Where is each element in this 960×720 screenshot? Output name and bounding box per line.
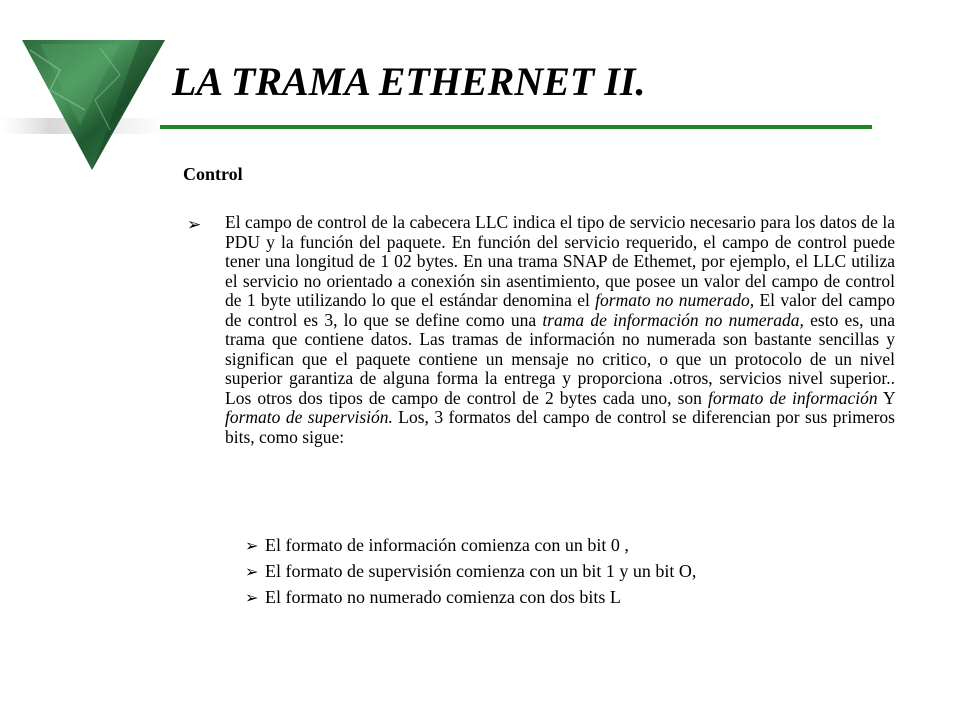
arrowhead-bullet-icon: ➢ xyxy=(245,538,259,555)
list-item xyxy=(245,584,696,610)
sub-item-text: El formato de información comienza con un bit 0 , xyxy=(265,535,629,555)
list-item xyxy=(245,558,696,584)
green-triangle-logo-icon xyxy=(0,30,170,180)
paragraph-text-5: Los, 3 formatos del campo de control se diferencian por sus primeros bits, como sigue: xyxy=(225,407,895,447)
title-underline xyxy=(160,125,872,129)
arrowhead-bullet-icon: ➢ xyxy=(187,215,202,234)
paragraph-text-4: Y xyxy=(877,387,895,408)
sub-item-text: El formato de supervisión comienza con un bit 1 y un bit O, xyxy=(265,561,697,581)
paragraph-emphasis-1: formato no numerado, xyxy=(595,290,755,310)
paragraph-text-2: El valor del campo de control es 3, lo que se define como una xyxy=(225,290,895,330)
main-bullet-item xyxy=(187,213,895,447)
paragraph-emphasis-2: trama de información no numerada, xyxy=(542,309,804,330)
arrowhead-bullet-icon: ➢ xyxy=(245,590,259,607)
list-item xyxy=(245,532,696,558)
section-subheading: Control xyxy=(183,164,243,184)
arrowhead-bullet-icon: ➢ xyxy=(245,564,259,581)
paragraph-text-3: esto es, una trama que contiene datos. Las tramas de información no numerada son bastante sencillas y significan que el paquete contiene un mensaje no critico, o que un protocolo de un nivel superior garantiza de alguna forma la entrega y proporciona .otros, servicios nivel superior.. Los otros dos tipos de campo de control de 2 bytes cada uno, son xyxy=(225,309,895,408)
control-field-paragraph xyxy=(225,213,895,447)
paragraph-text-1: El campo de control de la cabecera LLC indica el tipo de servicio necesario para los datos de la PDU y la función del paquete. En función del servicio requerido, el campo de control puede tener una longitud de 1 02 bytes. En una trama SNAP de Ethemet, por ejemplo, el LLC utiliza el servicio no orientado a conexión sin asentimiento, que posee un valor del campo de control de 1 byte utilizando lo que el estándar denomina el xyxy=(225,212,895,310)
format-sub-list xyxy=(245,532,696,610)
paragraph-emphasis-4: formato de supervisión. xyxy=(225,407,393,427)
paragraph-emphasis-3: formato de información xyxy=(707,387,878,408)
sub-item-text: El formato no numerado comienza con dos bits L xyxy=(265,587,621,607)
slide-title: LA TRAMA ETHERNET II. xyxy=(172,59,646,104)
